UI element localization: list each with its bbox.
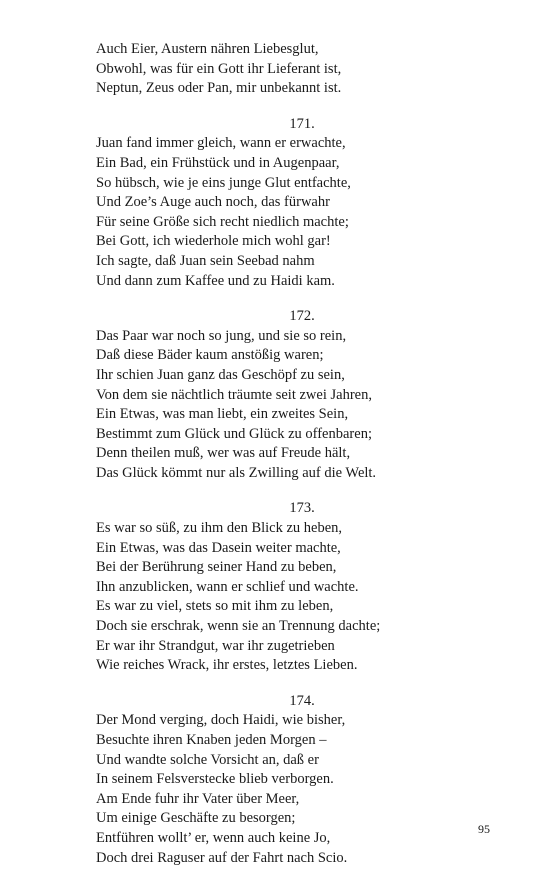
poem-line: Am Ende fuhr ihr Vater über Meer, bbox=[96, 790, 300, 807]
poem-line: Von dem sie nächtlich träumte seit zwei Jahren, bbox=[96, 386, 372, 403]
poem-line: Das Paar war noch so jung, und sie so rein, bbox=[96, 327, 347, 344]
poem-line: Juan fand immer gleich, wann er erwachte, bbox=[96, 135, 346, 152]
poem-line: Er war ihr Strandgut, war ihr zugetrieben bbox=[96, 637, 335, 654]
poem-line: Und wandte solche Vorsicht an, daß er bbox=[96, 751, 319, 768]
poem-line: Besuchte ihren Knaben jeden Morgen – bbox=[96, 732, 327, 748]
poem-line: Ein Etwas, was man liebt, ein zweites Sein, bbox=[96, 406, 349, 423]
poem-line: Ein Bad, ein Frühstück und in Augenpaar, bbox=[96, 154, 340, 171]
stanza-number: 171. bbox=[289, 115, 315, 132]
poem-line: Ihn anzublicken, wann er schlief und wachte. bbox=[96, 578, 359, 595]
poem-line: Es war zu viel, stets so mit ihm zu leben, bbox=[96, 598, 334, 615]
poem-text bbox=[96, 40, 496, 868]
poem-line: Der Mond verging, doch Haidi, wie bisher, bbox=[96, 712, 346, 729]
stanza-number: 173. bbox=[289, 500, 315, 517]
poem-line: In seinem Felsverstecke blieb verborgen. bbox=[96, 771, 334, 788]
poem-line: Bei der Berührung seiner Hand zu beben, bbox=[96, 559, 337, 576]
stanza-174 bbox=[96, 692, 496, 868]
poem-line: Daß diese Bäder kaum anstößig waren; bbox=[96, 347, 324, 364]
poem-line: Obwohl, was für ein Gott ihr Lieferant ist, bbox=[96, 60, 342, 77]
poem-line: Wie reiches Wrack, ihr erstes, letztes Lieben. bbox=[96, 657, 358, 674]
poem-line: Auch Eier, Austern nähren Liebesglut, bbox=[96, 41, 319, 57]
poem-line: Doch drei Raguser auf der Fahrt nach Scio. bbox=[96, 849, 348, 866]
poem-line: Für seine Größe sich recht niedlich machte; bbox=[96, 213, 349, 230]
poem-line: Und Zoe’s Auge auch noch, das fürwahr bbox=[96, 194, 330, 211]
poem-line: Neptun, Zeus oder Pan, mir unbekannt ist. bbox=[96, 80, 342, 97]
stanza-171 bbox=[96, 115, 496, 291]
poem-line: Bei Gott, ich wiederhole mich wohl gar! bbox=[96, 233, 331, 250]
stanza-number: 174. bbox=[289, 692, 315, 709]
poem-line: Um einige Geschäfte zu besorgen; bbox=[96, 810, 296, 827]
poem-line: Das Glück kömmt nur als Zwilling auf die Welt. bbox=[96, 464, 377, 481]
poem-line: So hübsch, wie je eins junge Glut entfachte, bbox=[96, 174, 351, 191]
poem-line: Bestimmt zum Glück und Glück zu offenbaren; bbox=[96, 425, 372, 442]
poem-line: Ihr schien Juan ganz das Geschöpf zu sein, bbox=[96, 366, 345, 383]
poem-line: Und dann zum Kaffee und zu Haidi kam. bbox=[96, 272, 335, 289]
poem-line: Ein Etwas, was das Dasein weiter machte, bbox=[96, 539, 341, 556]
poem-line: Es war so süß, zu ihm den Blick zu heben, bbox=[96, 520, 343, 537]
poem-line: Ich sagte, daß Juan sein Seebad nahm bbox=[96, 252, 315, 269]
stanza-173 bbox=[96, 499, 496, 675]
stanza-172 bbox=[96, 307, 496, 483]
poem-line: Denn theilen muß, wer was auf Freude hält, bbox=[96, 445, 351, 462]
stanza-number: 172. bbox=[289, 308, 315, 325]
poem-line: Doch sie erschrak, wenn sie an Trennung dachte; bbox=[96, 618, 381, 635]
poem-line: Entführen wollt’ er, wenn auch keine Jo, bbox=[96, 829, 331, 846]
opening-lines bbox=[96, 40, 496, 99]
page-number: 95 bbox=[478, 822, 490, 836]
